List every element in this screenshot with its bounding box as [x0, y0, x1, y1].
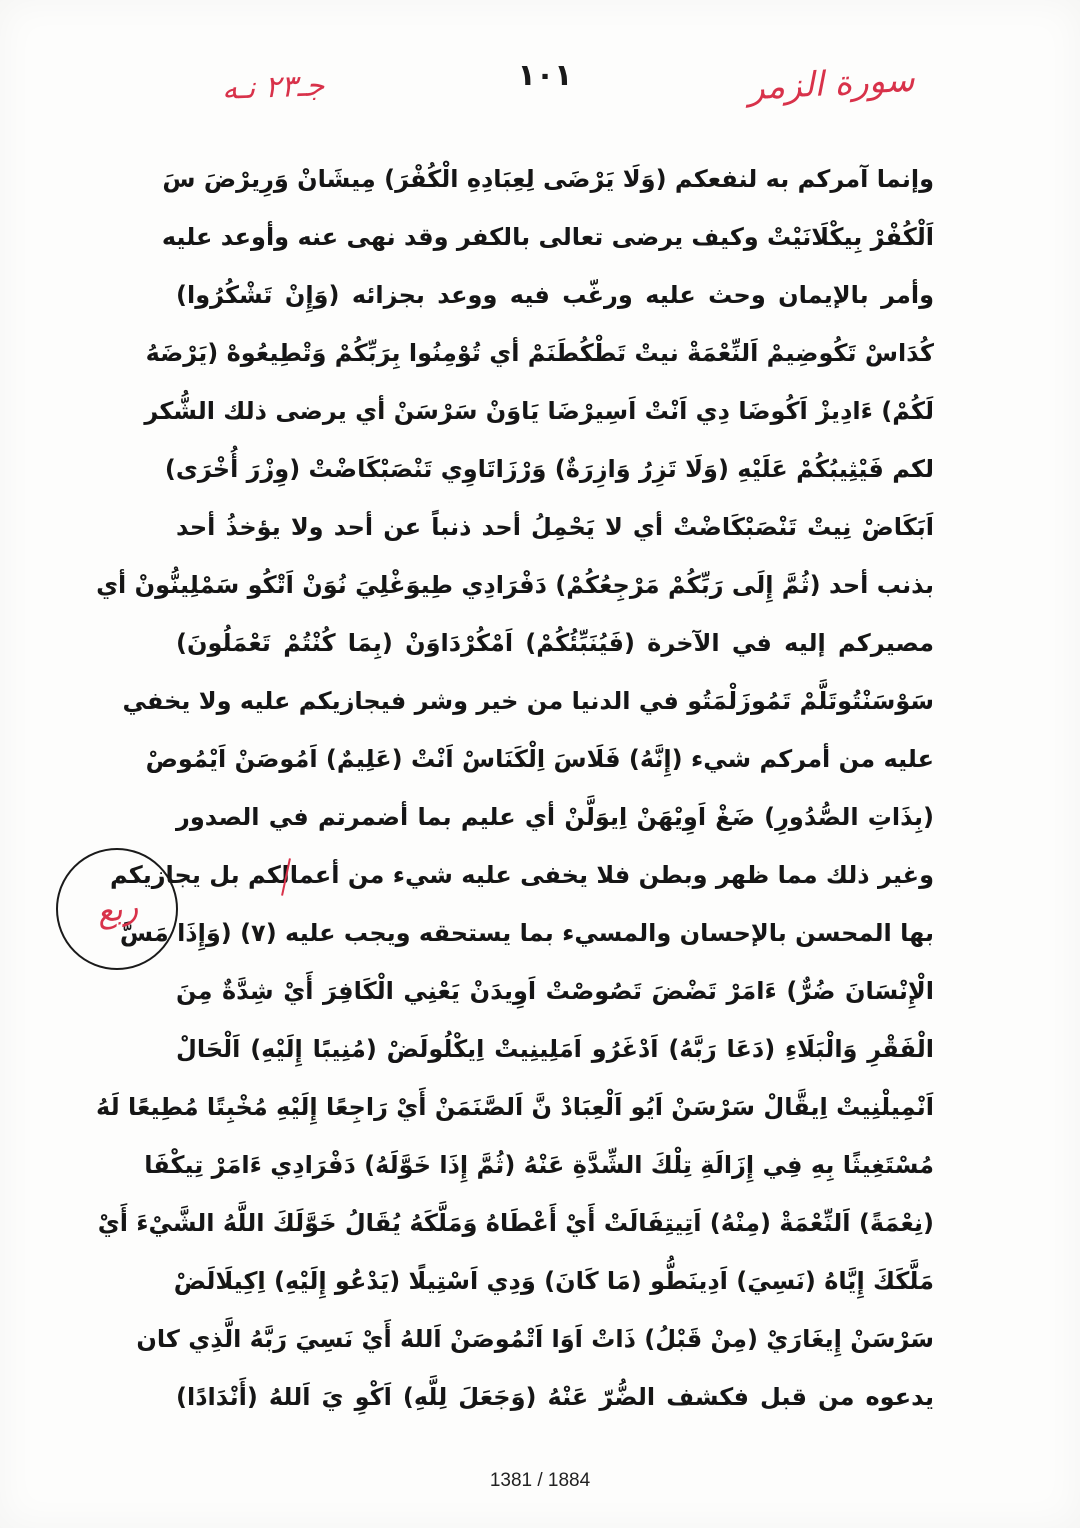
text-line: مَلَّكَكَ إِيَّاهُ (نَسِيَ) اَدِينَطُّو (مَا كَانَ) وَدِي اَسْتِيلًا (يَدْعُو إِلَيْهِ) اِكِيلَالَضْ	[173, 1267, 934, 1295]
text-line: لَكُمْ) ءَادِيزْ اَكُوضَا دِي اَنْتْ اَسِيرْضَا يَاوَنْ سَرْسَنْ أي يرضى ذلك الشُّكر	[144, 397, 934, 425]
text-line: اَبَكَاضْ نِيتْ تَنْصَبْكَاضْتْ أي لا يَحْمِلُ أحد ذنباً عن أحد ولا يؤخذُ أحد	[176, 513, 934, 541]
surah-handwritten-note: سورة الزمر	[747, 59, 916, 109]
text-line: لكم فَيْثِيبُكُمْ عَلَيْهِ (وَلَا تَزِرُ وَازِرَةٌ) وَرْزَاتَاوِي تَنْصَبْكَاضْتْ (وِزْرَ أُخْرَى)	[164, 455, 934, 483]
text-line: بذنب أحد (ثُمَّ إِلَى رَبِّكُمْ مَرْجِعُكُمْ) دَفْرَادِي طِيوَغْلِيَ نُوَنْ اَتْكُو سَمْلِينُّونْ أي	[96, 571, 934, 599]
margin-note-text: ربع	[93, 886, 141, 932]
page-counter: 1381 / 1884	[489, 1470, 591, 1491]
text-line: وأمر بالإيمان وحث عليه ورغّب فيه ووعد بجزائه (وَإِنْ تَشْكُرُوا)	[176, 281, 934, 309]
text-line: بها المحسن بالإحسان والمسيء بما يستحقه ويجب عليه (٧) (وَإِذَا مَسَّ	[119, 919, 934, 947]
text-line: مصيركم إليه في الآخرة (فَيُنَبِّئُكُمْ) اَمْكُرْدَاوَنْ (بِمَا كُنْتُمْ تَعْمَلُونَ)	[176, 629, 934, 657]
text-line: سَوْسَنْتُوتَلَّمْ تَمُوزَلْمَتُو في الدنيا من خير وشر فيجازيكم عليه ولا يخفي	[122, 687, 934, 715]
text-line: سَرْسَنْ إِيغَارَيْ (مِنْ قَبْلُ) ذَاتْ اَوَا اَتْمُوصَنْ اَللهُ أَيْ نَسِيَ رَبَّهُ الَّذِي كان	[136, 1325, 934, 1353]
text-line: عليه من أمركم شيء (إِنَّهُ) فَلَاسَ اِلْكَنَاسْ اَنْتْ (عَلِيمٌ) اَمُوصَنْ اَيْمُوصْ	[145, 745, 934, 773]
text-line: (بِذَاتِ الصُّدُورِ) ضَغْ اَوِيْهَنْ اِيوَلَّنْ أي عليم بما أضمرتم في الصدور	[176, 803, 934, 831]
text-line: وغير ذلك مما ظهر وبطن فلا يخفى عليه شيء من أعمالكم بل يجازيكم	[109, 861, 934, 889]
text-line: (نِعْمَةً) اَلنِّعْمَةْ (مِنْهُ) اَتِيتِفَالَتْ أَيْ أَعْطَاهُ وَمَلَّكَهُ يُقَالُ خَوَّلَكَ اللَّهُ الشَّيْءَ أَيْ	[97, 1209, 934, 1237]
text-line: الْفَقْرِ وَالْبَلَاءِ (دَعَا رَبَّهُ) اَدْغَرُو اَمَلِينِيتْ اِيكْلُولَضْ (مُنِيبًا إِلَيْهِ) اَلْحَالْ	[176, 1035, 934, 1063]
text-line: الْإِنْسَانَ ضُرٌّ) ءَامَرْ تَضْضَ تَصُوصْتْ اَوِيدَنْ يَعْنِي الْكَافِرَ أَيْ شِدَّةٌ مِنَ	[176, 977, 934, 1005]
juz-handwritten-note: جـ٢٣ نـه	[221, 68, 325, 107]
text-line: وإنما آمركم به لنفعكم (وَلَا يَرْضَى لِعِبَادِهِ الْكُفْرَ) مِيشَانْ وَرِيرْضَ سَ	[162, 165, 934, 193]
text-line: اَنْمِيلْنِيتْ اِيقَّالْ سَرْسَنْ اَيُو اَلْعِبَادْ نَّ اَلصَّنَمَنْ أَيْ رَاجِعًا إِلَيْهِ مُخْبِتًا مُطِيعًا لَهُ	[96, 1093, 934, 1121]
margin-circle-mark	[56, 848, 178, 970]
text-line: يدعوه من قبل فكشف الضُّرّ عَنْهُ (وَجَعَلَ لِلَّهِ) اَكْوِ يَ اَللهُ (أَنْدَادًا)	[176, 1383, 934, 1411]
page-number: ١٠١	[517, 58, 573, 93]
text-line: مُسْتَغِيثًا بِهِ فِي إِزَالَةِ تِلْكَ الشِّدَّةِ عَنْهُ (ثُمَّ إِذَا خَوَّلَهُ) دَفْرَادِي ءَامَرْ تِيكْفَا	[144, 1151, 934, 1179]
text-line: اَلْكُفْرْ بِيكْلَانَيْتْ وكيف يرضى تعالى بالكفر وقد نهى عنه وأوعد عليه	[161, 223, 934, 251]
text-line: كُدَاسْ تَكُوضِيمْ اَلنِّعْمَةْ نيتْ تَطْكُطَنَمْ أي تُوْمِنُوا بِرَبِّكُمْ وَتْطِيعُوهْ (يَرْضَهُ	[145, 339, 934, 367]
